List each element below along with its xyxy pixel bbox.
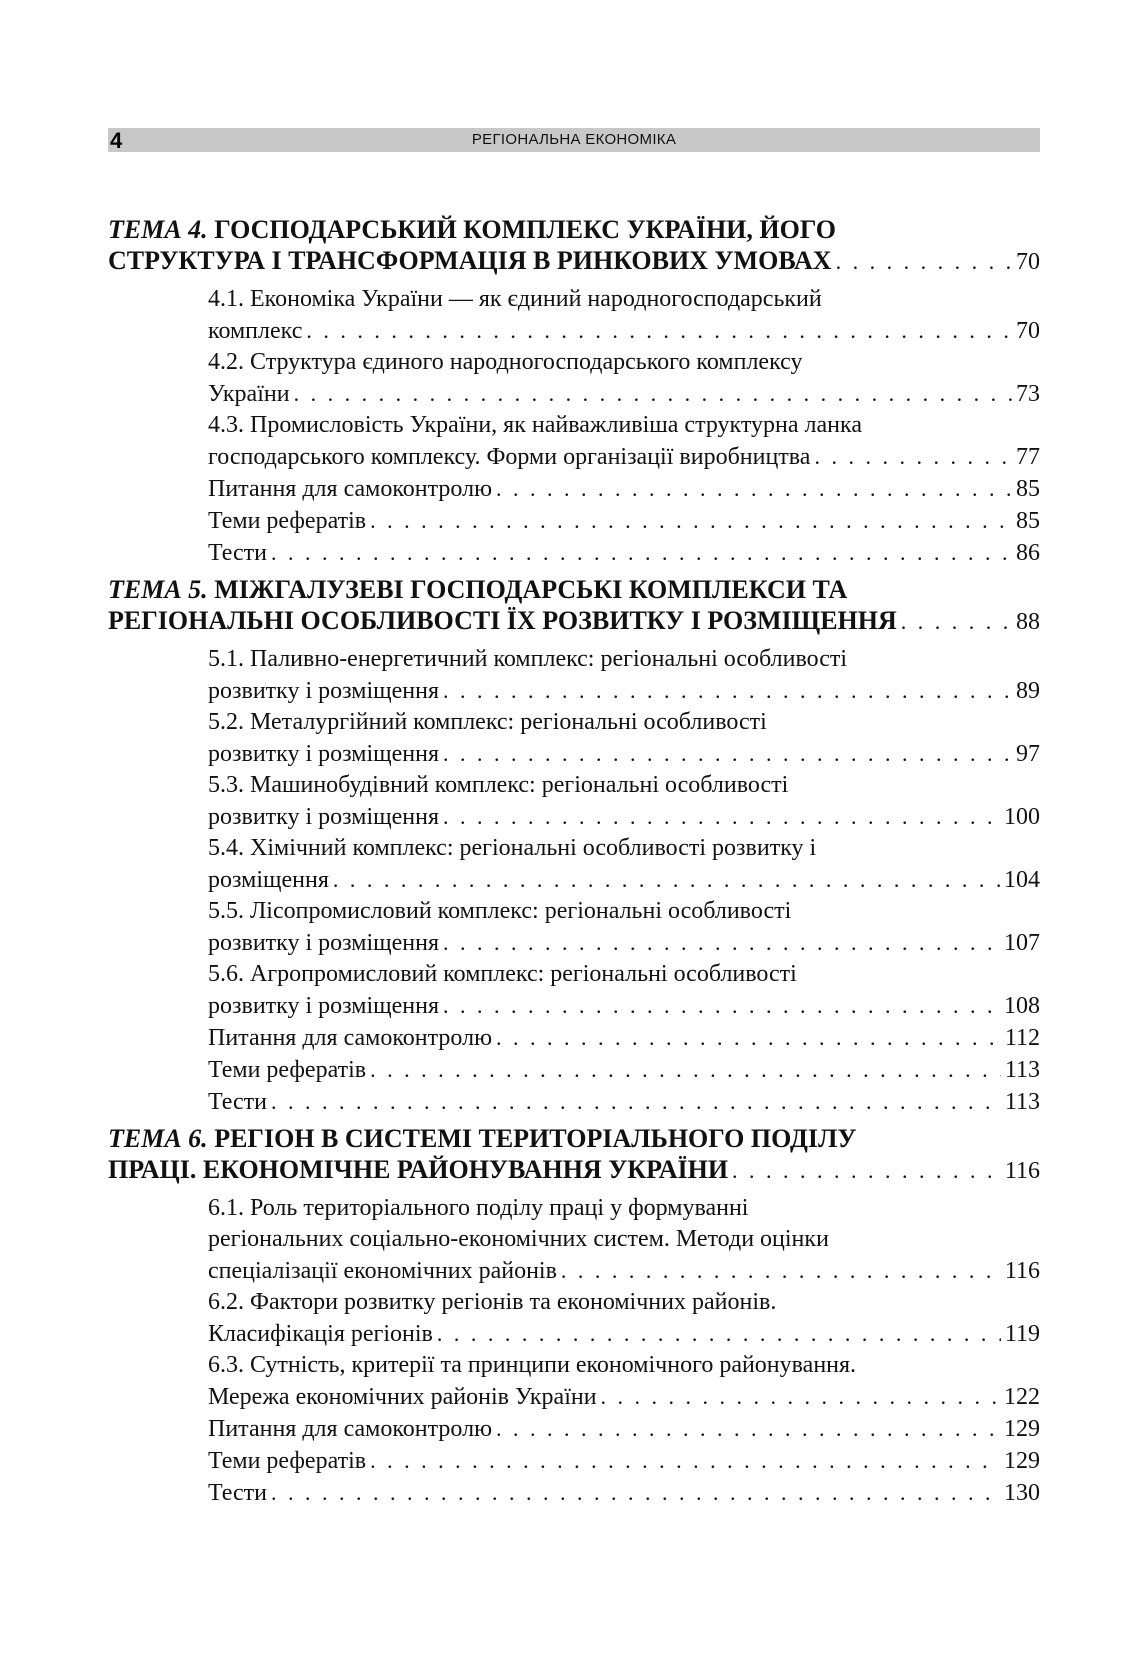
entry-text-line: 4.2. Структура єдиного народногосподарського комплексу [208,349,803,375]
entry-title: господарського комплексу. Форми організації виробництва [208,444,811,470]
topic-title-text: ГОСПОДАРСЬКИЙ КОМПЛЕКС УКРАЇНИ, ЙОГО [214,215,836,244]
dot-leader [437,1318,1001,1349]
dot-leader [333,864,1000,895]
topic-entries [108,1193,1040,1509]
dot-leader [271,1477,1000,1508]
dot-leader [836,246,1012,277]
dot-leader [901,606,1012,637]
toc-entry [208,473,1040,505]
topic-heading-line [108,605,1040,638]
toc-entry [208,1413,1040,1445]
entry-text-line [208,738,1040,770]
page-ref: 73 [1016,381,1040,407]
topic-title-text: МІЖГАЛУЗЕВІ ГОСПОДАРСЬКІ КОМПЛЕКСИ ТА [214,575,848,604]
toc-entry [208,1086,1040,1118]
toc-entry [208,1193,1040,1287]
entry-text-line [208,801,1040,833]
entry-text-line: 5.2. Металургійний комплекс: регіональні особливості [208,709,767,735]
page-ref: 86 [1016,540,1040,566]
dot-leader [443,927,1000,958]
dot-leader [443,801,1000,832]
entry-title: Теми рефератів [208,1448,367,1474]
toc-entry [208,707,1040,770]
entry-text-line [208,1413,1040,1445]
running-header [108,128,1040,152]
page-ref: 85 [1016,508,1040,534]
dot-leader [370,505,1012,536]
dot-leader [443,738,1012,769]
toc-entry [208,1054,1040,1086]
dot-leader [496,1413,1000,1444]
dot-leader [601,1381,1000,1412]
dot-leader [294,378,1012,409]
entry-text-line [208,537,1040,569]
entry-title: розвитку і розміщення [208,678,439,704]
topic-entries [108,644,1040,1118]
dot-leader [443,675,1012,706]
entry-text-line: 6.1. Роль територіального поділу праці у формуванні [208,1195,749,1221]
dot-leader [271,537,1012,568]
toc-entry [208,833,1040,896]
topic-heading-line [108,1154,1040,1187]
entry-text-line [208,1318,1040,1350]
toc-topic [108,1123,1040,1509]
page-ref: 85 [1016,476,1040,502]
page-ref: 119 [1004,1321,1040,1347]
entry-title: розвитку і розміщення [208,993,439,1019]
entry-text-line: 5.3. Машинобудівний комплекс: регіональні особливості [208,772,789,798]
entry-text-line [208,1054,1040,1086]
entry-title: України [208,381,290,407]
topic-number: ТЕМА 4. [108,215,208,244]
entry-text-line [208,1445,1040,1477]
page-ref: 122 [1004,1384,1040,1410]
page-ref: 113 [1004,1057,1040,1083]
page-number: 4 [110,128,123,153]
dot-leader [496,473,1012,504]
entry-text-line: регіональних соціально-економічних систем. Методи оцінки [208,1226,829,1252]
dot-leader [306,315,1012,346]
entry-text-line [208,990,1040,1022]
entry-text-line [208,1086,1040,1118]
entry-title: Теми рефератів [208,508,367,534]
entry-title: Теми рефератів [208,1057,367,1083]
entry-text-line [208,378,1040,410]
entry-title: розвитку і розміщення [208,741,439,767]
toc-entry [208,284,1040,347]
entry-text-line: 5.6. Агропромисловий комплекс: регіональні особливості [208,961,797,987]
dot-leader [814,441,1012,472]
dot-leader [561,1255,1001,1286]
page-ref: 108 [1004,993,1040,1019]
page-ref: 88 [1016,609,1040,635]
entry-text-line: 6.3. Сутність, критерії та принципи економічного районування. [208,1352,857,1378]
entry-text-line: 4.3. Промисловість України, як найважливіша структурна ланка [208,412,862,438]
toc-entry [208,505,1040,537]
running-title: РЕГІОНАЛЬНА ЕКОНОМІКА [471,131,677,148]
entry-text-line [208,473,1040,505]
entry-text-line [208,1022,1040,1054]
entry-text-line [208,864,1040,896]
page-ref: 89 [1016,678,1040,704]
toc-entry [208,1350,1040,1413]
toc-entry [208,1477,1040,1509]
topic-number: ТЕМА 6. [108,1124,208,1153]
toc-entry [208,347,1040,410]
topic-title-text: СТРУКТУРА І ТРАНСФОРМАЦІЯ В РИНКОВИХ УМОВАХ [108,246,832,275]
toc-entry [208,1445,1040,1477]
topic-number: ТЕМА 5. [108,575,208,604]
topic-title-text: РЕГІОН В СИСТЕМІ ТЕРИТОРІАЛЬНОГО ПОДІЛУ [214,1124,857,1153]
dot-leader [370,1445,1000,1476]
toc-entry [208,644,1040,707]
toc-entry [208,1022,1040,1054]
dot-leader [443,990,1000,1021]
page-ref: 113 [1004,1089,1040,1115]
entry-title: розвитку і розміщення [208,804,439,830]
entry-title: Класифікація регіонів [208,1321,433,1347]
page-ref: 77 [1016,444,1040,470]
entry-title: Мережа економічних районів України [208,1384,597,1410]
entry-title: розвитку і розміщення [208,930,439,956]
toc-entry [208,537,1040,569]
dot-leader [496,1022,1001,1053]
entry-title: Тести [208,1089,267,1115]
page-ref: 129 [1004,1416,1040,1442]
dot-leader [732,1155,1001,1186]
entry-text-line: 4.1. Економіка України — як єдиний народногосподарський [208,286,822,312]
page-ref: 116 [1004,1258,1040,1284]
toc-entry [208,770,1040,833]
topic-heading-line [108,574,1040,605]
entry-title: Тести [208,1480,267,1506]
page-ref: 100 [1004,804,1040,830]
entry-text-line [208,1477,1040,1509]
topic-entries [108,284,1040,569]
topic-title-text: РЕГІОНАЛЬНІ ОСОБЛИВОСТІ ЇХ РОЗВИТКУ І РОЗМІЩЕННЯ [108,606,897,635]
entry-text-line: 6.2. Фактори розвитку регіонів та економічних районів. [208,1289,777,1315]
page-ref: 129 [1004,1448,1040,1474]
toc-topic [108,574,1040,1118]
dot-leader [271,1086,1001,1117]
entry-title: спеціалізації економічних районів [208,1258,557,1284]
entry-text-line: 5.5. Лісопромисловий комплекс: регіональні особливості [208,898,792,924]
entry-title: Питання для самоконтролю [208,1025,493,1051]
toc-topic [108,214,1040,569]
entry-text-line [208,675,1040,707]
entry-title: комплекс [208,318,303,344]
page-ref: 130 [1004,1480,1040,1506]
dot-leader [370,1054,1001,1085]
page-ref: 112 [1004,1025,1040,1051]
toc-entry [208,959,1040,1022]
toc-entry [208,410,1040,473]
toc-entry [208,896,1040,959]
page-ref: 107 [1004,930,1040,956]
page-ref: 70 [1016,249,1040,275]
topic-heading-line [108,1123,1040,1154]
toc-entry [208,1287,1040,1350]
entry-title: Тести [208,540,267,566]
topic-heading-line [108,245,1040,278]
topic-heading-line [108,214,1040,245]
entry-title: розміщення [208,867,329,893]
entry-text-line [208,315,1040,347]
entry-title: Питання для самоконтролю [208,1416,493,1442]
entry-text-line [208,441,1040,473]
page-ref: 104 [1004,867,1040,893]
entry-text-line [208,1381,1040,1413]
entry-text-line: 5.4. Хімічний комплекс: регіональні особливості розвитку і [208,835,817,861]
page-ref: 116 [1004,1158,1040,1184]
topic-title-text: ПРАЦІ. ЕКОНОМІЧНЕ РАЙОНУВАННЯ УКРАЇНИ [108,1155,729,1184]
page-ref: 97 [1016,741,1040,767]
table-of-contents [108,214,1040,1513]
page-ref: 70 [1016,318,1040,344]
entry-text-line: 5.1. Паливно-енергетичний комплекс: регіональні особливості [208,646,848,672]
entry-title: Питання для самоконтролю [208,476,493,502]
entry-text-line [208,927,1040,959]
entry-text-line [208,505,1040,537]
entry-text-line [208,1255,1040,1287]
